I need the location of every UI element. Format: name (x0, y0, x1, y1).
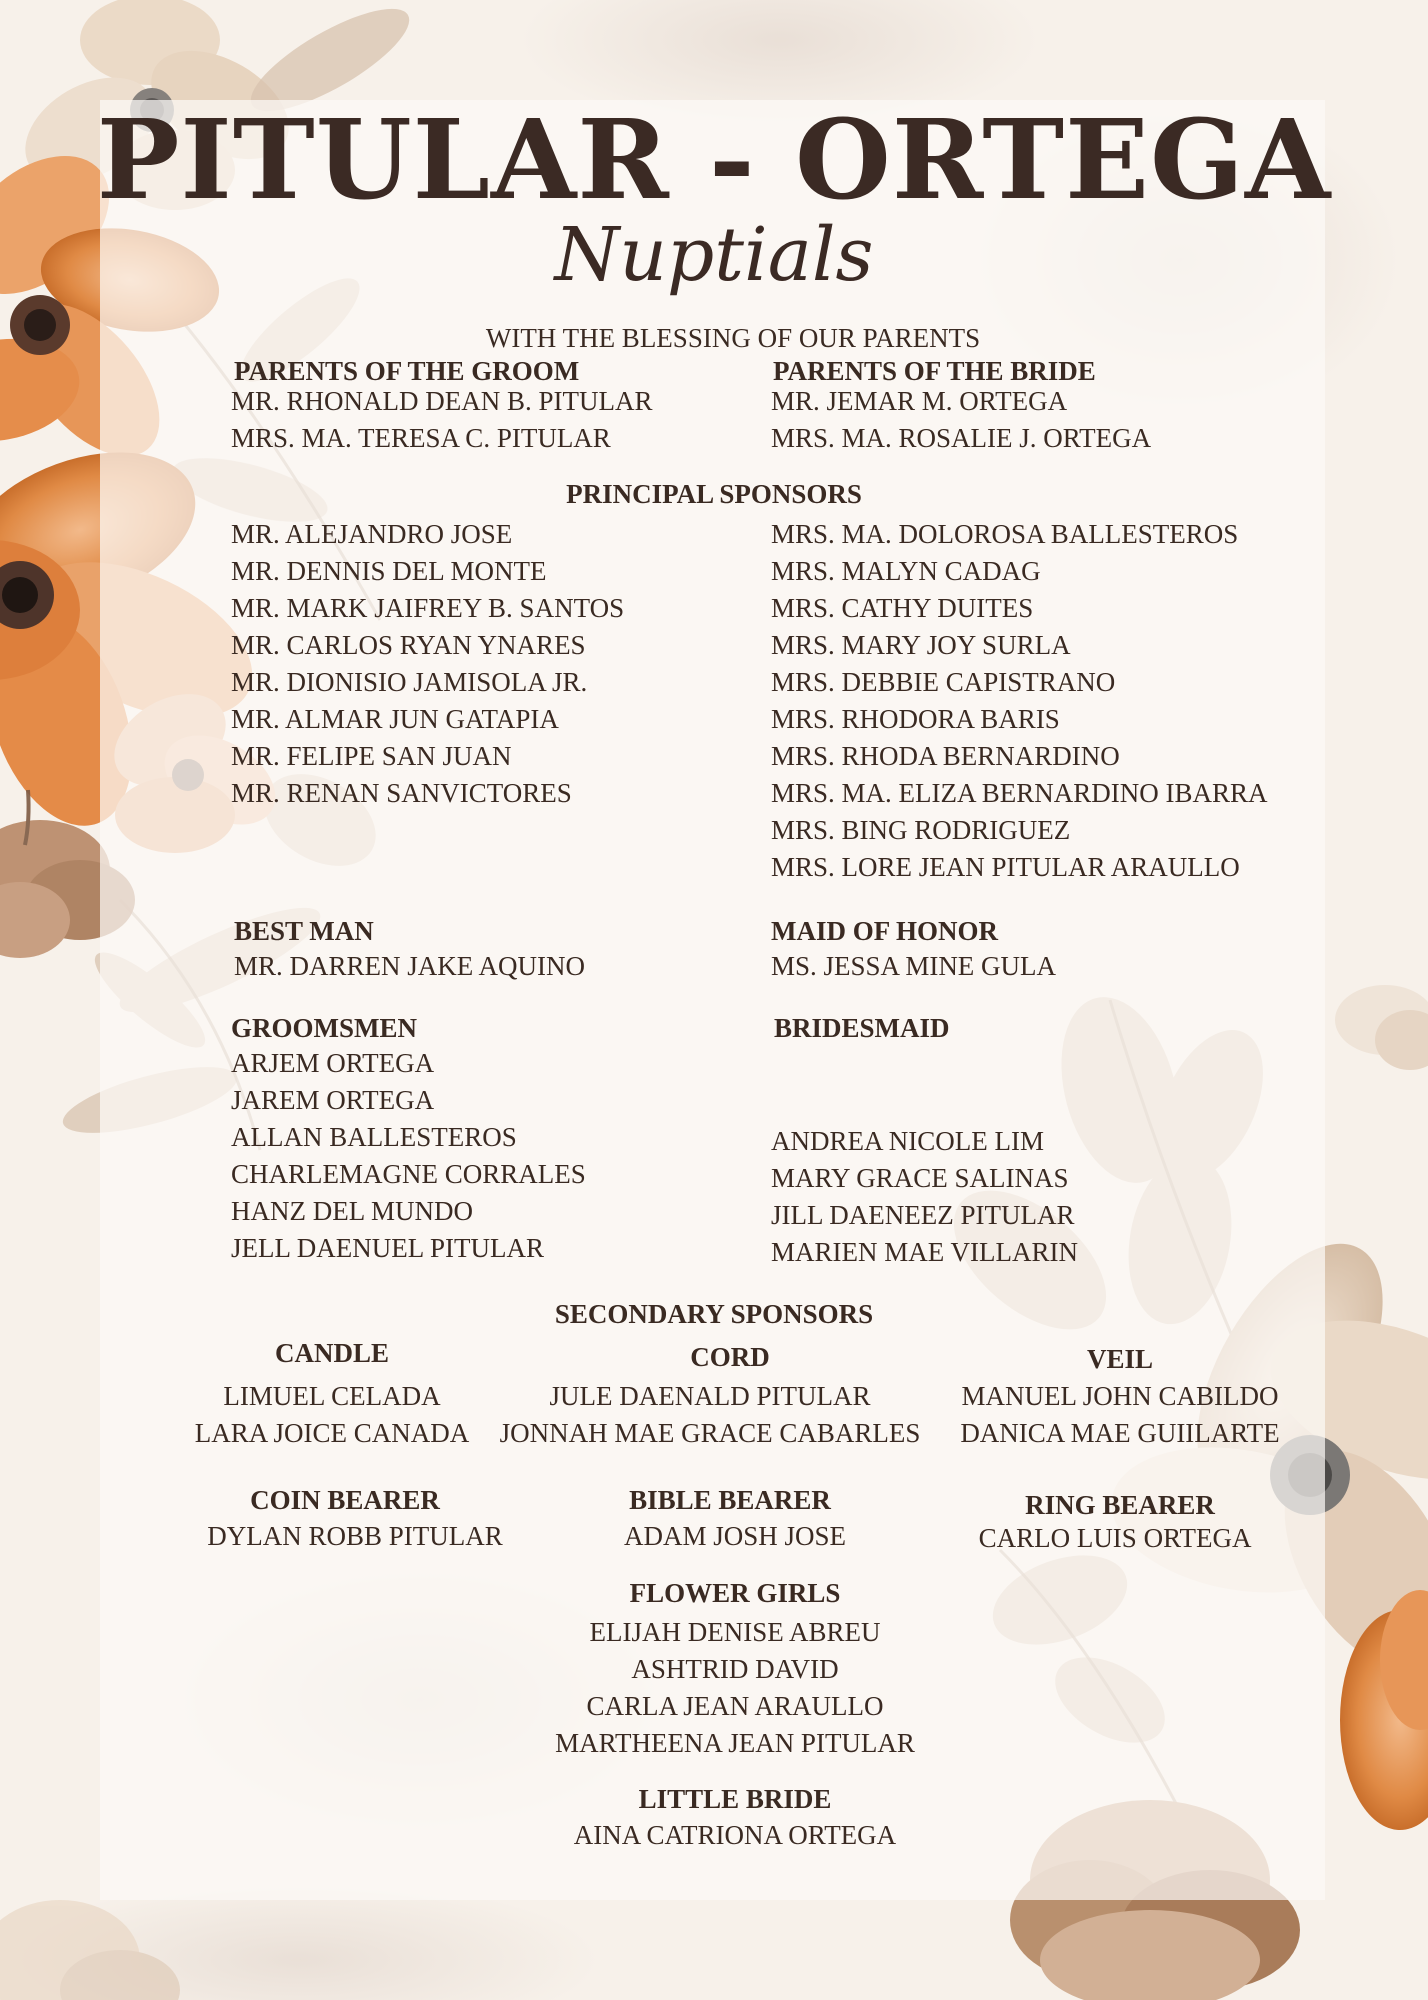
coin-bearer-name: DYLAN ROBB PITULAR (207, 1521, 503, 1551)
name-item: ALLAN BALLESTEROS (231, 1122, 517, 1152)
name-item: ARJEM ORTEGA (231, 1048, 435, 1078)
name-item: ANDREA NICOLE LIM (771, 1126, 1044, 1156)
name-item: MR. CARLOS RYAN YNARES (231, 630, 586, 660)
name-item: MRS. LORE JEAN PITULAR ARAULLO (771, 852, 1240, 882)
candle-list (182, 1378, 482, 1452)
name-item: MRS. RHODORA BARIS (771, 704, 1060, 734)
name-item: CARLA JEAN ARAULLO (586, 1691, 884, 1721)
ring-bearer-heading: RING BEARER (1025, 1490, 1215, 1520)
name-item: JAREM ORTEGA (231, 1085, 435, 1115)
blessing-line: WITH THE BLESSING OF OUR PARENTS (485, 323, 981, 353)
name-item: MR. ALEJANDRO JOSE (231, 519, 513, 549)
secondary-sponsors-heading: SECONDARY SPONSORS (554, 1299, 874, 1329)
name-item: DANICA MAE GUIILARTE (960, 1418, 1280, 1448)
name-item: ELIJAH DENISE ABREU (589, 1617, 881, 1647)
bible-bearer-name: ADAM JOSH JOSE (623, 1521, 847, 1551)
page-title: PITULAR - ORTEGA (96, 95, 1332, 224)
cord-heading: CORD (690, 1342, 770, 1372)
best-man-name: MR. DARREN JAKE AQUINO (234, 951, 586, 981)
flower-girls-heading: FLOWER GIRLS (629, 1578, 841, 1608)
maid-of-honor-heading: MAID OF HONOR (771, 916, 998, 946)
name-item: CHARLEMAGNE CORRALES (231, 1159, 586, 1189)
cord-list (490, 1378, 930, 1452)
name-item: MR. ALMAR JUN GATAPIA (231, 704, 559, 734)
veil-list (945, 1378, 1295, 1452)
bridesmaid-list (771, 1123, 1078, 1271)
name-item: MARTHEENA JEAN PITULAR (555, 1728, 915, 1758)
parents-bride-heading: PARENTS OF THE BRIDE (773, 356, 1096, 386)
name-item: JONNAH MAE GRACE CABARLES (499, 1418, 921, 1448)
name-item: ASHTRID DAVID (631, 1654, 839, 1684)
name-item: MRS. MA. TERESA C. PITULAR (231, 423, 611, 453)
best-man-heading: BEST MAN (234, 916, 374, 946)
name-item: MR. RHONALD DEAN B. PITULAR (231, 386, 653, 416)
maid-of-honor-name: MS. JESSA MINE GULA (771, 951, 1057, 981)
name-item: HANZ DEL MUNDO (231, 1196, 473, 1226)
bridesmaid-heading: BRIDESMAID (774, 1013, 950, 1043)
parents-groom-list (231, 383, 653, 457)
name-item: MRS. MA. DOLOROSA BALLESTEROS (771, 519, 1239, 549)
name-item: MRS. MA. ROSALIE J. ORTEGA (771, 423, 1152, 453)
principal-sponsors-heading: PRINCIPAL SPONSORS (566, 479, 862, 509)
name-item: MR. RENAN SANVICTORES (231, 778, 572, 808)
groomsmen-heading: GROOMSMEN (231, 1013, 417, 1043)
little-bride-heading: LITTLE BRIDE (638, 1784, 832, 1814)
flower-girls-list (535, 1614, 935, 1762)
parents-groom-heading: PARENTS OF THE GROOM (234, 356, 580, 386)
ring-bearer-name: CARLO LUIS ORTEGA (978, 1523, 1252, 1553)
name-item: MR. FELIPE SAN JUAN (231, 741, 512, 771)
name-item: MARIEN MAE VILLARIN (771, 1237, 1078, 1267)
candle-heading: CANDLE (274, 1338, 389, 1368)
name-item: MARY GRACE SALINAS (771, 1163, 1069, 1193)
name-item: JILL DAENEEZ PITULAR (771, 1200, 1075, 1230)
name-item: MRS. MARY JOY SURLA (771, 630, 1071, 660)
bible-bearer-heading: BIBLE BEARER (629, 1485, 831, 1515)
name-item: MR. MARK JAIFREY B. SANTOS (231, 593, 625, 623)
name-item: MR. JEMAR M. ORTEGA (771, 386, 1068, 416)
name-item: MANUEL JOHN CABILDO (961, 1381, 1279, 1411)
name-item: MRS. MALYN CADAG (771, 556, 1041, 586)
coin-bearer-heading: COIN BEARER (250, 1485, 440, 1515)
parents-bride-list (771, 383, 1151, 457)
name-item: LARA JOICE CANADA (194, 1418, 470, 1448)
name-item: LIMUEL CELADA (223, 1381, 441, 1411)
name-item: MR. DIONISIO JAMISOLA JR. (231, 667, 588, 697)
name-item: MRS. BING RODRIGUEZ (771, 815, 1071, 845)
name-item: JULE DAENALD PITULAR (549, 1381, 871, 1411)
name-item: JELL DAENUEL PITULAR (231, 1233, 544, 1263)
little-bride-name: AINA CATRIONA ORTEGA (573, 1820, 897, 1850)
name-item: MR. DENNIS DEL MONTE (231, 556, 547, 586)
nuptials-subtitle: Nuptials (554, 212, 874, 298)
principal-sponsors-women-list (771, 516, 1268, 886)
name-item: MRS. CATHY DUITES (771, 593, 1034, 623)
groomsmen-list (231, 1045, 586, 1267)
principal-sponsors-men-list (231, 516, 624, 812)
name-item: MRS. DEBBIE CAPISTRANO (771, 667, 1116, 697)
name-item: MRS. MA. ELIZA BERNARDINO IBARRA (771, 778, 1268, 808)
veil-heading: VEIL (1086, 1344, 1154, 1374)
name-item: MRS. RHODA BERNARDINO (771, 741, 1120, 771)
